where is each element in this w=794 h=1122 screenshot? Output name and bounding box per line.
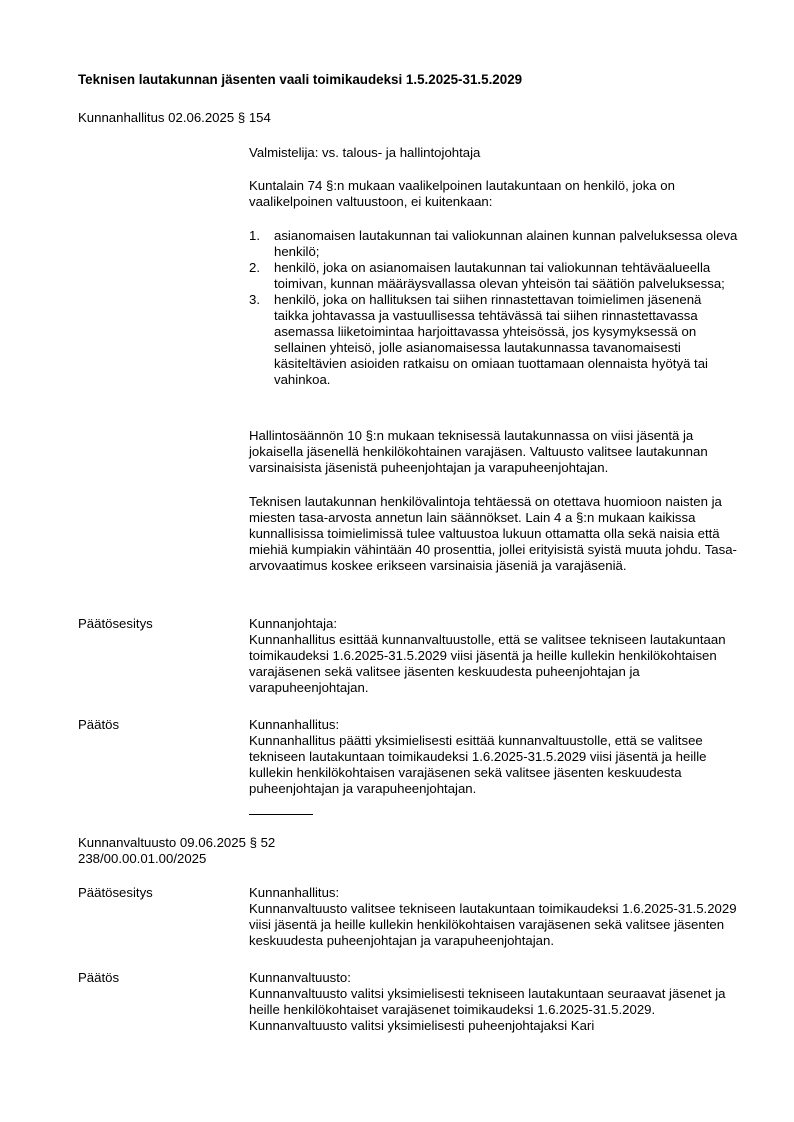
board-decision-text: Kunnanhallitus päätti yksimielisesti esittää kunnanvaltuustolle, että se valitsee tekniseen lautakuntaan toimikaudeksi 1.6.2025-31.5.2029 viisi jäsentä ja heille kullekin henkilökohtaisen varajäsenen sekä valitsee jäsenten keskuudesta puheenjohtajan ja varapuheenjohtajan. bbox=[249, 733, 707, 796]
board-decision-label: Päätös bbox=[78, 717, 120, 732]
section-divider bbox=[249, 814, 313, 815]
board-proposal bbox=[249, 616, 739, 696]
board-meeting-reference: Kunnanhallitus 02.06.2025 § 154 bbox=[78, 110, 271, 125]
list-item bbox=[249, 228, 739, 260]
intro-paragraph: Kuntalain 74 §:n mukaan vaalikelpoinen lautakuntaan on henkilö, joka on vaalikelpoinen valtuustoon, ei kuitenkaan: bbox=[249, 178, 675, 209]
council-decision-text: Kunnanvaltuusto valitsi yksimielisesti tekniseen lautakuntaan seuraavat jäsenet ja heille henkilökohtaiset varajäsenet toimikaudeksi 1.6.2025-31.5.2029. Kunnanvaltuusto valitsi yksimielisesti puheenjohtajaksi Kari bbox=[249, 986, 726, 1033]
administrative-rule-paragraph: Hallintosäännön 10 §:n mukaan teknisessä lautakunnassa on viisi jäsentä ja jokaisella jäsenellä henkilökohtainen varajäsen. Valtuusto valitsee lautakunnan varsinaisista jäsenistä puheenjohtajan ja varapuheenjohtajan. bbox=[249, 428, 708, 475]
board-proposal-label: Päätösesitys bbox=[78, 616, 153, 631]
board-proposal-proposer: Kunnanjohtaja: bbox=[249, 616, 337, 631]
board-decision bbox=[249, 717, 739, 797]
council-meeting-reference: Kunnanvaltuusto 09.06.2025 § 52 bbox=[78, 835, 276, 850]
council-decision bbox=[249, 970, 739, 1034]
eligibility-conditions bbox=[249, 228, 739, 388]
list-item bbox=[249, 292, 739, 388]
list-item-text: henkilö, joka on hallituksen tai siihen rinnastettavan toimielimen jäsenenä taikka johtavassa ja vastuullisessa tehtävässä tai siihen rinnastettavassa asemassa liiketoimintaa harjoittavassa yhteisössä, jos kysymyksessä on sellainen yhteisö, jolle asianomaisessa lautakunnassa tavanomaisesti käsiteltävien asioiden ratkaisu on omiaan tuottamaan olennaista hyötyä tai vahinkoa. bbox=[274, 292, 708, 387]
document-title: Teknisen lautakunnan jäsenten vaali toimikaudeksi 1.5.2025-31.5.2029 bbox=[78, 72, 523, 87]
preparer-line: Valmistelija: vs. talous- ja hallintojohtaja bbox=[249, 145, 481, 160]
council-proposal-label: Päätösesitys bbox=[78, 885, 153, 900]
list-item-number: 2. bbox=[249, 260, 260, 275]
equality-paragraph: Teknisen lautakunnan henkilövalintoja tehtäessä on otettava huomioon naisten ja miesten tasa-arvosta annetun lain säännökset. Lain 4 a §:n mukaan kaikissa kunnallisissa toimielimissä tulee valtuustoa lukuun ottamatta olla sekä naisia että miehiä kumpiakin vähintään 40 prosenttia, jollei erityisistä syistä muuta johdu. Tasa-arvovaatimus koskee erikseen varsinaisia jäseniä ja varajäseniä. bbox=[249, 494, 737, 573]
list-item bbox=[249, 260, 739, 292]
list-item-number: 1. bbox=[249, 228, 260, 243]
council-proposal-proposer: Kunnanhallitus: bbox=[249, 885, 340, 900]
list-item-text: asianomaisen lautakunnan tai valiokunnan alainen kunnan palveluksessa oleva henkilö; bbox=[274, 228, 738, 259]
list-item-text: henkilö, joka on asianomaisen lautakunnan tai valiokunnan tehtäväalueella toimivan, kunnan määräysvallassa olevan yhteisön tai säätiön palveluksessa; bbox=[274, 260, 725, 291]
board-proposal-text: Kunnanhallitus esittää kunnanvaltuustolle, että se valitsee tekniseen lautakuntaan toimikaudeksi 1.6.2025-31.5.2029 viisi jäsentä ja heille kullekin henkilökohtaisen varajäsenen sekä valitsee jäsenten keskuudesta puheenjohtajan ja varapuheenjohtajan. bbox=[249, 632, 726, 695]
council-proposal-text: Kunnanvaltuusto valitsee tekniseen lautakuntaan toimikaudeksi 1.6.2025-31.5.2029 viisi jäsentä ja heille kullekin henkilökohtaisen varajäsenen sekä valitsee jäsenten keskuudesta puheenjohtajan ja varapuheenjohtajan. bbox=[249, 901, 737, 948]
council-proposal bbox=[249, 885, 739, 949]
council-decision-proposer: Kunnanvaltuusto: bbox=[249, 970, 351, 985]
list-item-number: 3. bbox=[249, 292, 260, 307]
board-decision-proposer: Kunnanhallitus: bbox=[249, 717, 340, 732]
council-decision-label: Päätös bbox=[78, 970, 120, 985]
record-number: 238/00.00.01.00/2025 bbox=[78, 851, 207, 866]
